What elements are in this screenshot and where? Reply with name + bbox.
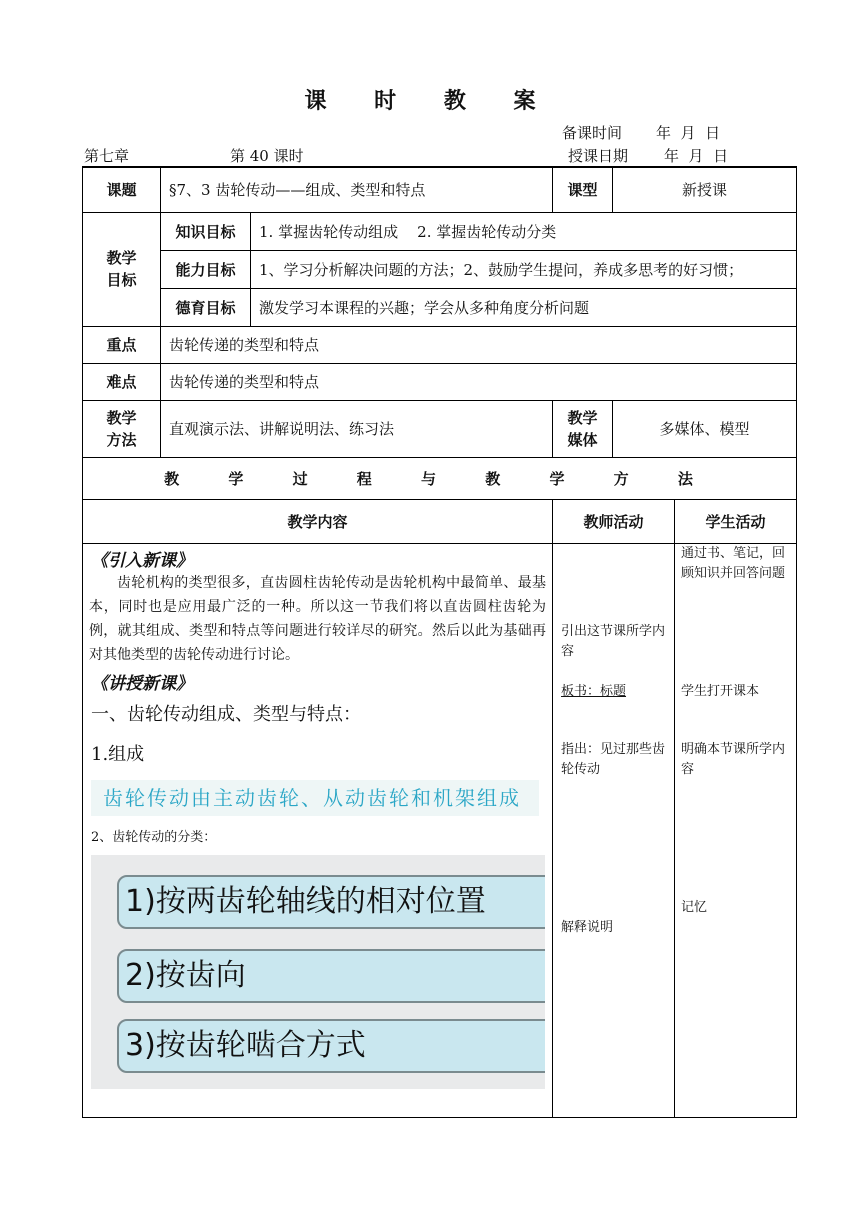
process-title: 教 学 过 程 与 教 学 方 法 (83, 457, 797, 499)
classification-pill-2: 2)按齿向 (117, 949, 545, 1003)
teacher-activity-4: 解释说明 (561, 919, 614, 935)
method-value: 直观演示法、讲解说明法、练习法 (161, 400, 553, 457)
subheading-classification: 2、齿轮传动的分类： (91, 829, 217, 845)
student-activity-3: 明确本节课所学内容 (681, 741, 786, 777)
chapter: 第七章 (84, 147, 130, 165)
media-label: 教学媒体 (553, 400, 613, 457)
teacher-activity-cell (553, 543, 675, 1117)
classification-pill-1: 1)按两齿轮轴线的相对位置 (117, 875, 545, 929)
teacher-activity-1: 引出这节课所学内容 (561, 623, 666, 659)
lesson-type-value: 新授课 (613, 167, 797, 212)
topic-label: 课题 (83, 167, 161, 212)
column-content-header: 教学内容 (83, 499, 553, 543)
subheading-composition: 1.组成 (91, 743, 145, 765)
moral-value: 激发学习本课程的兴趣；学会从多种角度分析问题 (251, 288, 797, 326)
media-value: 多媒体、模型 (613, 400, 797, 457)
intro-heading: 《引入新课》 (91, 550, 193, 571)
lesson-number: 第 40 课时 (230, 147, 304, 165)
student-activity-2: 学生打开课本 (681, 683, 760, 699)
knowledge-value: 1. 掌握齿轮传动组成 2. 掌握齿轮传动分类 (251, 212, 797, 250)
key-value: 齿轮传递的类型和特点 (161, 326, 797, 363)
difficult-value: 齿轮传递的类型和特点 (161, 363, 797, 400)
topic-value: §7、3 齿轮传动——组成、类型和特点 (161, 167, 553, 212)
lesson-plan-table (82, 166, 797, 1118)
intro-paragraph: 齿轮机构的类型很多，直齿圆柱齿轮传动是齿轮机构中最简单、最基本，同时也是应用最广泛的一种。所以这一节我们将以直齿圆柱齿轮为例，就其组成、类型和特点等问题进行较详尽的研究。然后以此为基础再对其他类型的齿轮传动进行讨论。 (89, 574, 547, 663)
page-title: 课 时 教 案 (304, 88, 556, 114)
classification-image (91, 855, 545, 1089)
teaching-content-cell (83, 543, 553, 1117)
classification-pill-3: 3)按齿轮啮合方式 (117, 1019, 545, 1073)
prep-time-value: 年 月 日 (656, 124, 721, 142)
composition-banner: 齿轮传动由主动齿轮、从动齿轮和机架组成 (91, 780, 539, 816)
column-teacher-header: 教师活动 (553, 499, 675, 543)
teach-date-value: 年 月 日 (664, 147, 729, 165)
teacher-activity-3: 指出：见过那些齿轮传动 (561, 741, 666, 777)
lecture-heading: 《讲授新课》 (91, 673, 193, 694)
key-label: 重点 (83, 326, 161, 363)
prep-time-label: 备课时间 (562, 124, 623, 142)
ability-label: 能力目标 (161, 250, 251, 288)
knowledge-label: 知识目标 (161, 212, 251, 250)
ability-value: 1、学习分析解决问题的方法；2、鼓励学生提问，养成多思考的好习惯； (251, 250, 797, 288)
method-label: 教学方法 (83, 400, 161, 457)
lesson-type-label: 课型 (553, 167, 613, 212)
column-student-header: 学生活动 (675, 499, 797, 543)
student-activity-4: 记忆 (681, 899, 708, 915)
teach-date-label: 授课日期 (568, 147, 629, 165)
teacher-activity-2: 板书：标题 (561, 683, 627, 699)
student-activity-cell (675, 543, 797, 1117)
difficult-label: 难点 (83, 363, 161, 400)
moral-label: 德育目标 (161, 288, 251, 326)
goals-label: 教学目标 (83, 212, 161, 326)
section-heading: 一、齿轮传动组成、类型与特点： (91, 703, 361, 725)
student-activity-1: 通过书、笔记，回顾知识并回答问题 (681, 545, 786, 581)
